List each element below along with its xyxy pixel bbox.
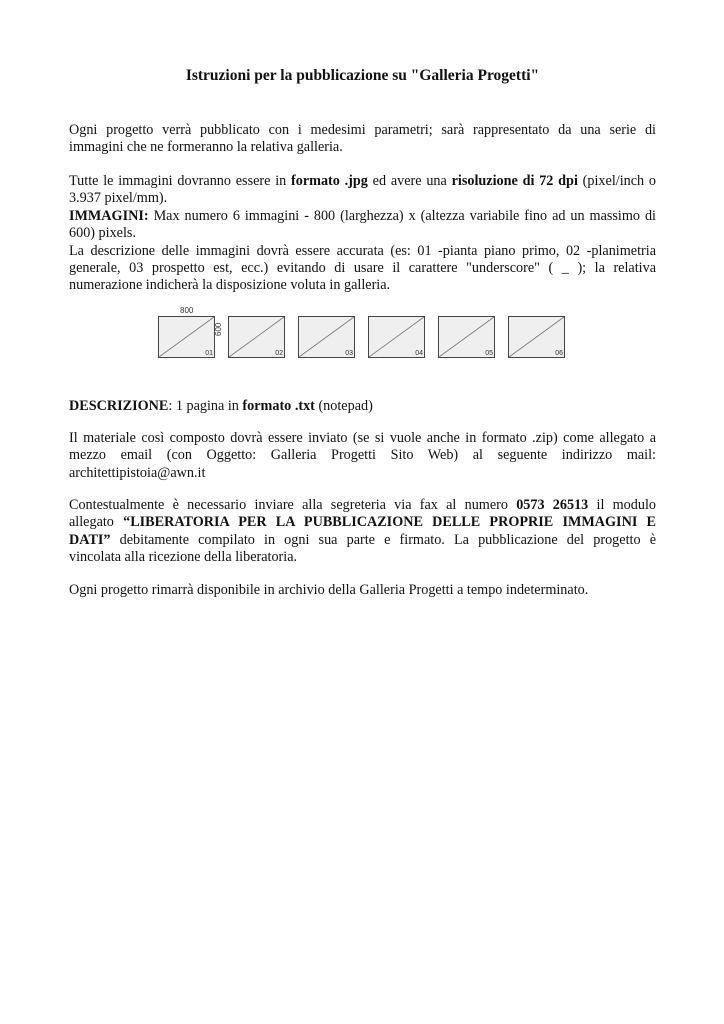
format-text-post: (pixel/inch o xyxy=(577,173,656,189)
descrizione-line xyxy=(69,398,656,415)
format-jpg-bold: formato .jpg xyxy=(291,173,368,189)
thumbnail-number: 02 xyxy=(275,350,283,357)
descrizione-text-post: (notepad) xyxy=(314,398,373,414)
width-dimension-label: 800 xyxy=(180,306,194,315)
thumbnail-placeholder xyxy=(158,316,215,358)
height-dimension-label: 600 xyxy=(214,322,223,336)
thumbnail-placeholder xyxy=(508,316,565,358)
format-line-1 xyxy=(69,173,656,190)
liberatoria-title-part-1: “LIBERATORIA PER LA PUBBLICAZIONE DELLE PROPRIE IMMAGINI E xyxy=(123,514,656,531)
images-text-1: Max numero 6 immagini - 800 (larghezza) x (altezza variabile fino ad un massimo di xyxy=(148,207,656,224)
submission-line-1: Il materiale così composto dovrà essere inviato (se si vuole anche in formato .zip) come allegato a xyxy=(69,430,656,446)
fax-text-pre: Contestualmente è necessario inviare alla segreteria via fax al numero xyxy=(69,497,517,513)
submission-paragraph xyxy=(69,430,656,482)
images-line-1 xyxy=(69,208,656,225)
descrizione-text-pre: : 1 pagina in xyxy=(168,398,243,414)
thumbnail-number: 01 xyxy=(205,350,213,357)
thumbnail-number: 03 xyxy=(345,350,353,357)
images-label: IMMAGINI: xyxy=(69,207,149,224)
gallery-diagram xyxy=(158,306,578,366)
submission-line-2: mezzo email (con Oggetto: Galleria Progetti Sito Web) al seguente indirizzo mail: xyxy=(69,447,656,464)
thumbnail-placeholder xyxy=(298,316,355,358)
fax-text-post: il modulo xyxy=(588,497,657,513)
thumbnail-placeholder xyxy=(368,316,425,358)
thumbnail-number: 05 xyxy=(485,350,493,357)
fax-number: 0573 26513 xyxy=(516,497,589,513)
thumbnail-placeholder xyxy=(438,316,495,358)
submission-email: architettipistoia@awn.it xyxy=(69,464,206,481)
resolution-bold: risoluzione di 72 dpi xyxy=(451,173,578,189)
fax-line-3 xyxy=(69,532,656,549)
descrizione-label: DESCRIZIONE xyxy=(69,398,169,414)
fax-line-1 xyxy=(69,497,656,514)
fax-line-3-post: debitamente compilato in ogni sua parte e firmato. La pubblicazione del progetto è xyxy=(110,531,656,548)
liberatoria-title-part-2: DATI” xyxy=(69,531,111,548)
thumbnail-number: 04 xyxy=(415,350,423,357)
descrizione-paragraph xyxy=(69,398,656,415)
format-text-mid: ed avere una xyxy=(367,173,452,189)
format-line-2: 3.937 pixel/mm). xyxy=(69,190,168,207)
thumbnail-number: 06 xyxy=(555,350,563,357)
description-rules-line-3: numerazione indicherà la disposizione voluta in galleria. xyxy=(69,277,391,294)
intro-line-2: immagini che ne formeranno la relativa galleria. xyxy=(69,139,343,156)
description-rules-line-1: La descrizione delle immagini dovrà essere accurata (es: 01 -pianta piano primo, 02 -planimetria xyxy=(69,242,656,259)
images-line-2: 600) pixels. xyxy=(69,225,136,242)
page-title: Istruzioni per la pubblicazione su "Galleria Progetti" xyxy=(185,67,540,84)
descrizione-format-bold: formato .txt xyxy=(242,398,315,414)
description-rules-line-2: generale, 03 prospetto est, ecc.) evitando di usare il carattere "underscore" ( _ ); la relativa xyxy=(69,260,656,277)
intro-paragraph xyxy=(69,122,656,157)
intro-line-1: Ogni progetto verrà pubblicato con i medesimi parametri; sarà rappresentato da una serie di xyxy=(69,122,656,138)
fax-line-2-pre: allegato xyxy=(69,514,124,531)
format-text-pre: Tutte le immagini dovranno essere in xyxy=(69,173,292,189)
fax-paragraph xyxy=(69,497,656,567)
fax-line-4: vincolata alla ricezione della liberatoria. xyxy=(69,549,298,566)
archive-paragraph xyxy=(69,582,656,599)
archive-line: Ogni progetto rimarrà disponibile in archivio della Galleria Progetti a tempo indeterminato. xyxy=(69,582,589,598)
format-paragraph xyxy=(69,173,656,295)
thumbnail-placeholder xyxy=(228,316,285,358)
fax-line-2 xyxy=(69,514,656,531)
